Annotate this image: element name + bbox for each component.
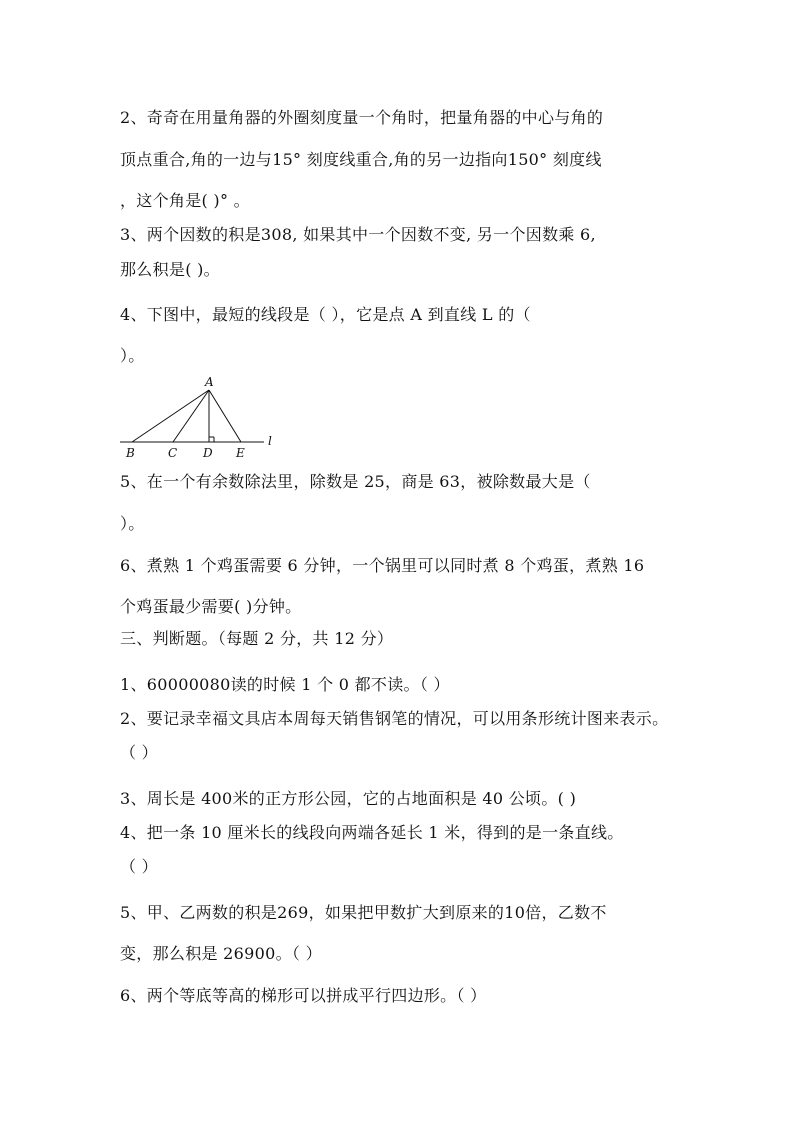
q2-line1: 2、奇奇在用量角器的外圈刻度量一个角时，把量角器的中心与角的 — [120, 108, 604, 127]
section3-heading: 三、判断题。（每题 2 分，共 12 分） — [120, 629, 394, 648]
q5-line1: 5、在一个有余数除法里，除数是 25，商是 63，被除数最大是（ — [120, 472, 591, 491]
q2-line2: 顶点重合,角的一边与15° 刻度线重合,角的另一边指向150° 刻度线 — [120, 150, 602, 169]
judge-2-line2: （ ） — [120, 743, 158, 762]
segment-ae — [209, 390, 241, 442]
q5-line2: ）。 — [120, 514, 145, 533]
q4-line1: 4、下图中，最短的线段是（ ），它是点 A 到直线 L 的（ — [120, 305, 531, 324]
judge-4-line2: （ ） — [120, 857, 158, 876]
q6-line1: 6、煮熟 1 个鸡蛋需要 6 分钟，一个锅里可以同时煮 8 个鸡蛋，煮熟 16 — [120, 556, 645, 575]
q3-line1: 3、两个因数的积是308, 如果其中一个因数不变, 另一个因数乘 6, — [120, 225, 596, 244]
judge-4-line1: 4、把一条 10 厘米长的线段向两端各延长 1 米，得到的是一条直线。 — [120, 823, 624, 842]
q3-line2: 那么积是( )。 — [120, 260, 220, 279]
segment-ab — [132, 390, 209, 442]
judge-3: 3、周长是 400米的正方形公园，它的占地面积是 40 公顷。( ) — [120, 789, 577, 808]
label-b: B — [126, 446, 135, 460]
judge-1: 1、60000080读的时候 1 个 0 都不读。（ ） — [120, 675, 450, 694]
label-a: A — [205, 375, 214, 389]
label-c: C — [168, 446, 178, 460]
judge-5-line1: 5、甲、乙两数的积是269，如果把甲数扩大到原来的10倍，乙数不 — [120, 903, 607, 922]
q6-line2: 个鸡蛋最少需要( )分钟。 — [120, 597, 302, 616]
label-d: D — [203, 446, 213, 460]
judge-6: 6、两个等底等高的梯形可以拼成平行四边形。（ ） — [120, 986, 487, 1005]
label-l: l — [268, 434, 272, 448]
q4-line2: ）。 — [120, 346, 145, 365]
geometry-figure — [112, 368, 282, 464]
judge-5-line2: 变，那么积是 26900。（ ） — [120, 944, 322, 963]
judge-2-line1: 2、要记录幸福文具店本周每天销售钢笔的情况，可以用条形统计图来表示。 — [120, 709, 669, 728]
segment-ac — [173, 390, 209, 442]
q2-line3: ，这个角是( )° 。 — [120, 191, 250, 210]
label-e: E — [236, 446, 245, 460]
